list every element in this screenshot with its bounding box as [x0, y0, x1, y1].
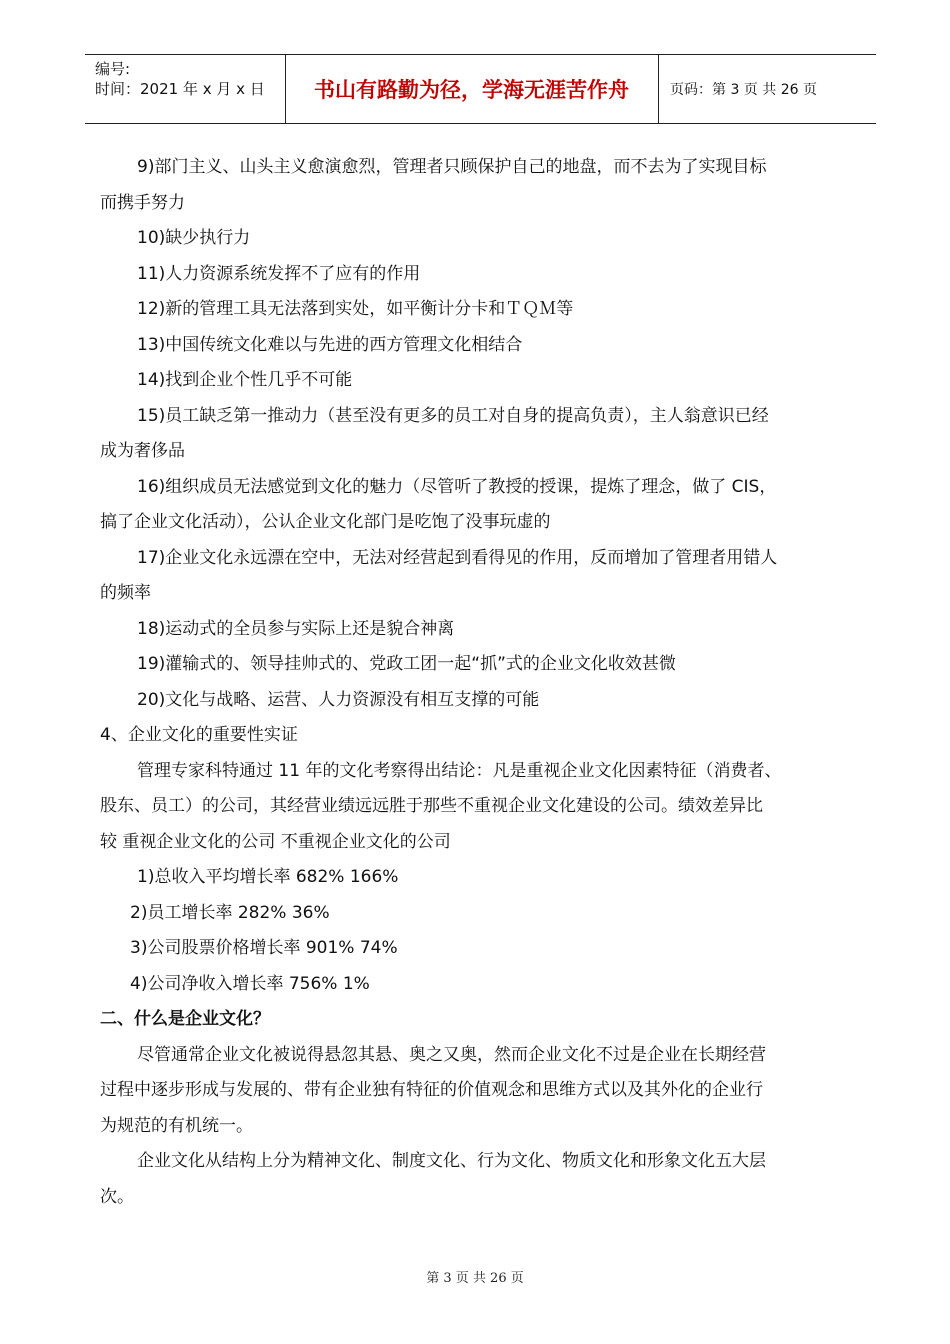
number-label: 编号:: [95, 60, 131, 78]
list-item: 17)企业文化永远漂在空中，无法对经营起到看得见的作用，反而增加了管理者用错人: [137, 547, 778, 568]
stat-item: 1)总收入平均增长率 682% 166%: [137, 867, 399, 887]
section-heading: 4、企业文化的重要性实证: [100, 725, 298, 745]
list-item: 14)找到企业个性几乎不可能: [137, 370, 353, 390]
list-item-continuation: 搞了企业文化活动），公认企业文化部门是吃饱了没事玩虚的: [100, 512, 551, 532]
list-item: 16)组织成员无法感觉到文化的魅力（尽管听了教授的授课，提炼了理念，做了 CIS，: [137, 476, 777, 497]
header-divider: [658, 55, 659, 123]
list-item: 19)灌输式的、领导挂帅式的、党政工团一起“抓”式的企业文化收效甚微: [137, 654, 676, 674]
header-page-info: 页码：第 3 页 共 26 页: [670, 82, 817, 98]
page-header: [85, 54, 876, 124]
list-item: 18)运动式的全员参与实际上还是貌合神离: [137, 618, 455, 639]
stat-item: 4)公司净收入增长率 756% 1%: [130, 973, 370, 994]
list-item-continuation: 而携手努力: [100, 192, 185, 213]
list-item: 10)缺少执行力: [137, 228, 251, 248]
list-item: 20)文化与战略、运营、人力资源没有相互支撑的可能: [137, 689, 540, 710]
paragraph-line: 股东、员工）的公司，其经营业绩远远胜于那些不重视企业文化建设的公司。绩效差异比: [100, 796, 763, 816]
paragraph-line: 为规范的有机统一。: [100, 1115, 253, 1136]
list-item-continuation: 的频率: [100, 583, 151, 603]
header-motto: 书山有路勤为径，学海无涯苦作舟: [314, 78, 629, 102]
list-item: 12)新的管理工具无法落到实处，如平衡计分卡和ＴＱＭ等: [137, 299, 574, 319]
list-item: 11)人力资源系统发挥不了应有的作用: [137, 263, 421, 284]
paragraph-line: 次。: [100, 1186, 134, 1207]
paragraph-line: 企业文化从结构上分为精神文化、制度文化、行为文化、物质文化和形象文化五大层: [137, 1151, 766, 1171]
paragraph-line: 过程中逐步形成与发展的、带有企业独有特征的价值观念和思维方式以及其外化的企业行: [100, 1080, 763, 1100]
list-item: 13)中国传统文化难以与先进的西方管理文化相结合: [137, 334, 523, 355]
list-item-continuation: 成为奢侈品: [100, 441, 185, 461]
paragraph-line: 较 重视企业文化的公司 不重视企业文化的公司: [100, 831, 451, 852]
paragraph-line: 管理专家科特通过 11 年的文化考察得出结论：凡是重视企业文化因素特征（消费者、: [137, 760, 782, 781]
stat-item: 3)公司股票价格增长率 901% 74%: [130, 938, 398, 958]
header-meta: [95, 59, 265, 99]
paragraph-line: 尽管通常企业文化被说得悬忽其悬、奥之又奥，然而企业文化不过是企业在长期经营: [137, 1044, 766, 1065]
list-item: 15)员工缺乏第一推动力（甚至没有更多的员工对自身的提高负责），主人翁意识已经: [137, 405, 769, 426]
section-title: 二、什么是企业文化？: [100, 1009, 270, 1029]
document-body: [100, 150, 862, 1215]
list-item: 9)部门主义、山头主义愈演愈烈，管理者只顾保护自己的地盘，而不去为了实现目标: [137, 157, 767, 177]
time-label: 时间：2021 年 x 月 x 日: [95, 80, 265, 98]
page-footer: 第 3 页 共 26 页: [426, 1271, 524, 1286]
stat-item: 2)员工增长率 282% 36%: [130, 902, 330, 923]
